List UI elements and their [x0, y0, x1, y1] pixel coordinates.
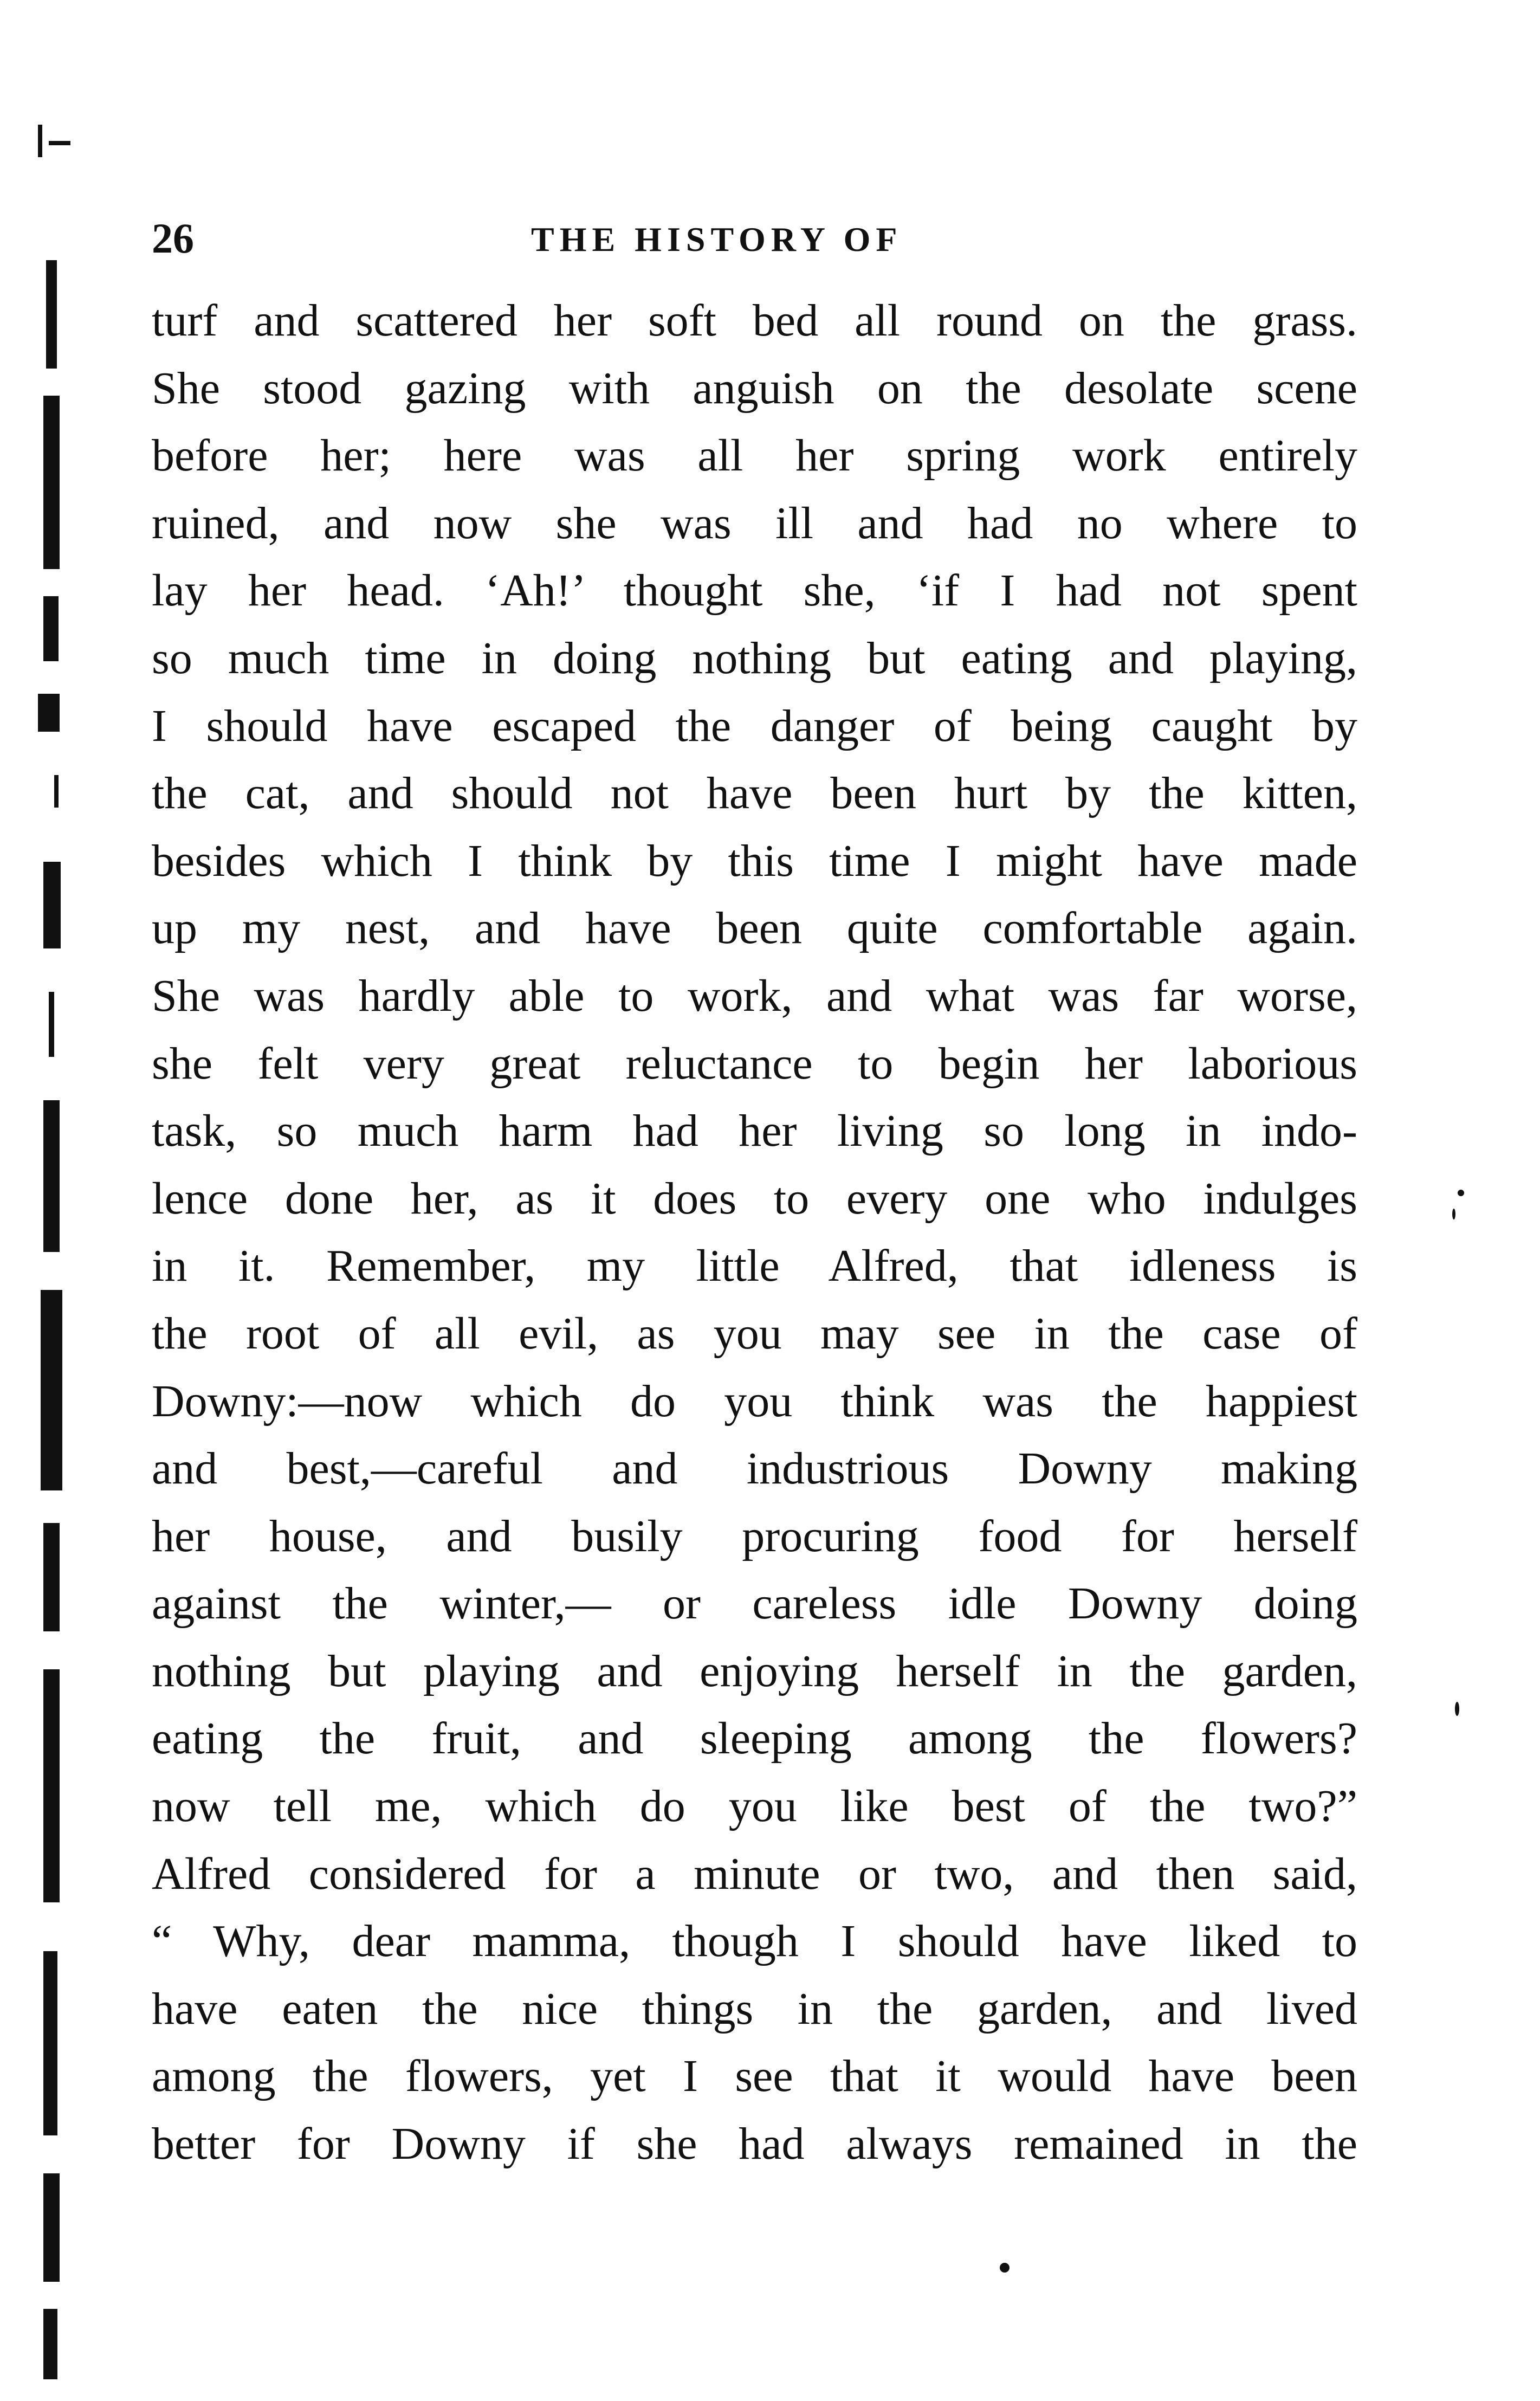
text-line: among the flowers, yet I see that it would have been [152, 2051, 1357, 2102]
running-title: THE HISTORY OF [531, 220, 903, 259]
text-line: the root of all evil, as you may see in the case of [152, 1308, 1357, 1359]
text-line: task, so much harm had her living so long in indo- [152, 1106, 1357, 1157]
text-line: the cat, and should not have been hurt by the kitten, [152, 768, 1357, 819]
text-line: eating the fruit, and sleeping among the flowers? [152, 1713, 1357, 1764]
ink-speck [1000, 2263, 1010, 2273]
text-line: before her; here was all her spring work entirely [152, 430, 1357, 481]
page-number: 26 [152, 215, 194, 262]
text-line: besides which I think by this time I might have made [152, 835, 1357, 886]
text-line: ruined, and now she was ill and had no where to [152, 498, 1357, 548]
text-line: better for Downy if she had always remained in the [152, 2119, 1357, 2170]
scan-mark [43, 1669, 60, 1902]
text-line: so much time in doing nothing but eating and playing, [152, 632, 1357, 683]
text-line: lay her head. ‘Ah!’ thought she, ‘if I had not spent [152, 565, 1357, 616]
scan-mark [49, 992, 54, 1057]
scan-mark [54, 775, 59, 808]
scan-edge-artifacts [22, 125, 70, 2363]
text-line: and best,—careful and industrious Downy making [152, 1443, 1357, 1494]
ink-speck [1452, 1209, 1455, 1219]
scan-mark [49, 141, 70, 145]
text-line: Downy:—now which do you think was the happiest [152, 1376, 1357, 1427]
text-line: turf and scattered her soft bed all round on the grass. [152, 295, 1357, 346]
scan-mark [46, 260, 57, 369]
text-line: up my nest, and have been quite comfortable again. [152, 903, 1357, 954]
scan-mark [43, 396, 60, 569]
scan-mark [43, 862, 61, 948]
text-line: Alfred considered for a minute or two, and then said, [152, 1848, 1357, 1899]
body-text [152, 287, 1357, 2178]
text-line: I should have escaped the danger of being caught by [152, 700, 1357, 751]
text-line: She stood gazing with anguish on the desolate scene [152, 363, 1357, 414]
text-line: nothing but playing and enjoying herself in the garden, [152, 1645, 1357, 1696]
scan-mark [43, 1100, 60, 1252]
text-line: in it. Remember, my little Alfred, that idleness is [152, 1241, 1357, 1292]
text-line: She was hardly able to work, and what was far worse, [152, 970, 1357, 1021]
scan-mark [38, 694, 60, 732]
scan-mark [43, 1523, 60, 1631]
scan-mark [38, 125, 42, 157]
ink-speck [1455, 1702, 1459, 1716]
text-line: have eaten the nice things in the garden, and lived [152, 1983, 1357, 2034]
scan-mark [43, 596, 59, 661]
page-header [152, 214, 1357, 274]
scan-mark [43, 2173, 60, 2282]
text-line: “ Why, dear mamma, though I should have liked to [152, 1916, 1357, 1967]
scan-mark [43, 2309, 57, 2379]
scan-mark [41, 1290, 62, 1490]
text-line: against the winter,— or careless idle Downy doing [152, 1578, 1357, 1629]
scan-mark [43, 1951, 57, 2135]
text-line: her house, and busily procuring food for herself [152, 1511, 1357, 1561]
text-line: now tell me, which do you like best of the two?” [152, 1781, 1357, 1832]
ink-speck [1458, 1190, 1464, 1196]
text-line: she felt very great reluctance to begin her laborious [152, 1038, 1357, 1089]
text-line: lence done her, as it does to every one who indulges [152, 1173, 1357, 1224]
